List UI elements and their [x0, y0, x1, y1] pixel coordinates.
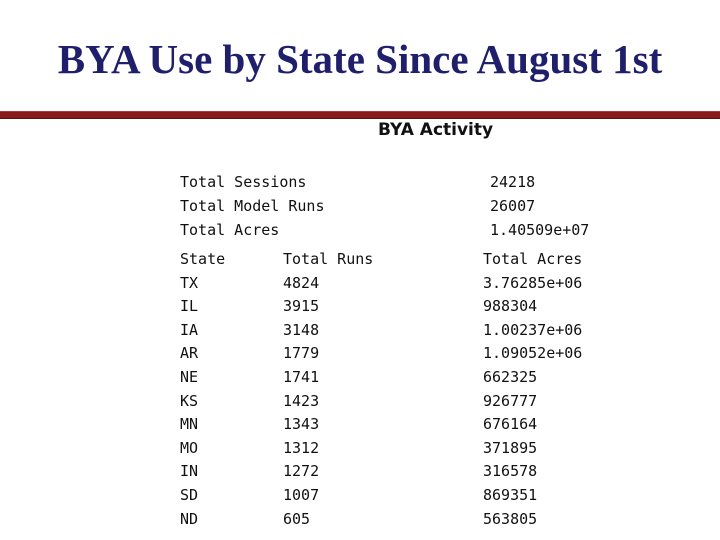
summary-label: Total Model Runs: [180, 197, 325, 215]
table-cell-acres: 1.09052e+06: [483, 344, 583, 362]
slide-title: BYA Use by State Since August 1st: [57, 36, 663, 82]
table-cell-acres: 869351: [483, 486, 538, 504]
summary-value: 1.40509e+07: [490, 221, 590, 239]
table-cell-state: SD: [180, 486, 199, 504]
table-cell-state: MN: [180, 415, 199, 433]
table-cell-state: NE: [180, 368, 199, 386]
column-header-acres: Total Acres: [483, 250, 583, 268]
table-cell-acres: 371895: [483, 439, 538, 457]
table-cell-acres: 316578: [483, 462, 538, 480]
table-cell-runs: 1779: [283, 344, 320, 362]
table-cell-acres: 926777: [483, 392, 538, 410]
table-cell-acres: 563805: [483, 510, 538, 528]
table-cell-runs: 1312: [283, 439, 320, 457]
column-header-state: State: [180, 250, 226, 268]
table-cell-state: KS: [180, 392, 199, 410]
title-divider: [0, 111, 720, 119]
summary-value: 24218: [490, 173, 536, 191]
table-cell-acres: 676164: [483, 415, 538, 433]
table-cell-runs: 605: [283, 510, 311, 528]
table-cell-runs: 1343: [283, 415, 320, 433]
table-cell-runs: 4824: [283, 274, 320, 292]
table-cell-state: TX: [180, 274, 199, 292]
table-cell-acres: 988304: [483, 297, 538, 315]
column-header-runs: Total Runs: [283, 250, 374, 268]
table-cell-acres: 662325: [483, 368, 538, 386]
table-cell-state: IA: [180, 321, 199, 339]
summary-label: Total Acres: [180, 221, 280, 239]
table-cell-state: IL: [180, 297, 199, 315]
table-cell-runs: 1741: [283, 368, 320, 386]
table-cell-runs: 1423: [283, 392, 320, 410]
table-cell-runs: 1007: [283, 486, 320, 504]
table-cell-acres: 1.00237e+06: [483, 321, 583, 339]
summary-label: Total Sessions: [180, 173, 307, 191]
table-cell-acres: 3.76285e+06: [483, 274, 583, 292]
table-cell-state: IN: [180, 462, 199, 480]
table-cell-state: MO: [180, 439, 199, 457]
table-cell-runs: 3148: [283, 321, 320, 339]
table-cell-runs: 1272: [283, 462, 320, 480]
report-heading: BYA Activity: [378, 120, 494, 140]
table-cell-runs: 3915: [283, 297, 320, 315]
table-cell-state: AR: [180, 344, 199, 362]
summary-value: 26007: [490, 197, 536, 215]
table-cell-state: ND: [180, 510, 199, 528]
